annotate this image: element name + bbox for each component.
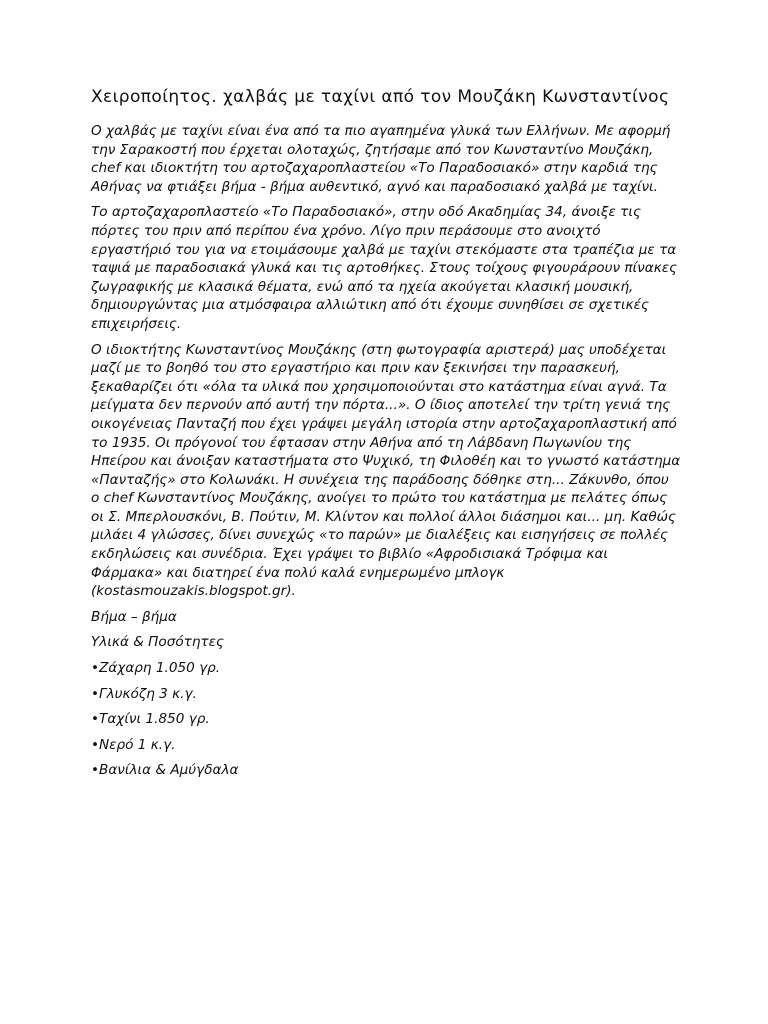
ingredient-item: •Ζάχαρη 1.050 γρ.	[91, 660, 221, 677]
document-title: Χειροποίητος. χαλβάς με ταχίνι από τον Μουζάκη Κωνσταντίνος	[91, 87, 670, 107]
ingredient-item: •Ταχίνι 1.850 γρ.	[91, 711, 210, 728]
document-page	[91, 86, 681, 787]
ingredients-heading: Υλικά & Ποσότητες	[91, 634, 224, 651]
ingredient-item: •Νερό 1 κ.γ.	[91, 736, 176, 753]
step-heading: Βήμα – βήμα	[91, 608, 177, 625]
ingredient-item: •Γλυκόζη 3 κ.γ.	[91, 685, 197, 702]
ingredient-item: •Βανίλια & Αμύγδαλα	[91, 762, 239, 779]
intro-paragraph: Ο χαλβάς με ταχίνι είναι ένα από τα πιο αγαπημένα γλυκά των Ελλήνων. Με αφορμή την Σαρακοστή που έρχεται ολοταχώς, ζητήσαμε από τον Κωνσταντίνο Μουζάκη, chef και ιδιοκτήτη του αρτοζαχαροπλαστείου «Το Παραδοσιακό» στην καρδιά της Αθήνας να φτιάξει βήμα - βήμα αυθεντικό, αγνό και παραδοσιακό χαλβά με ταχίνι.	[91, 123, 671, 195]
shop-paragraph: Το αρτοζαχαροπλαστείο «Το Παραδοσιακό», στην οδό Ακαδημίας 34, άνοιξε τις πόρτες του πριν από περίπου ένα χρόνο. Λίγο πριν περάσουμε στο ανοιχτό εργαστήριό του για να ετοιμάσουμε χαλβά με ταχίνι στεκόμαστε στα τραπέζια με τα ταψιά με παραδοσιακά γλυκά και τις αρτοθήκες. Στους τοίχους φιγουράρουν πίνακες ζωγραφικής με κλασικά θέματα, ενώ από τα ηχεία ακούγεται κλασική μουσική, δημιουργώντας μια ατμόσφαιρα αλλιώτικη από ότι έχουμε συνηθίσει σε σχετικές επιχειρήσεις.	[91, 204, 678, 332]
ingredients-list	[91, 659, 681, 780]
owner-paragraph: Ο ιδιοκτήτης Κωνσταντίνος Μουζάκης (στη φωτογραφία αριστερά) μας υποδέχεται μαζί με το βοηθό του στο εργαστήριο και πριν καν ξεκινήσει την παρασκευή, ξεκαθαρίζει ότι «όλα τα υλικά που χρησιμοποιούνται στο κατάστημα είναι αγνά. Τα μείγματα δεν περνούν από αυτή την πόρτα...». Ο ίδιος αποτελεί την τρίτη γενιά της οικογένειας Πανταζή που έχει γράψει μεγάλη ιστορία στην αρτοζαχαροπλαστική από το 1935. Οι πρόγονοί του έφτασαν στην Αθήνα από τη Λάβδανη Πωγωνίου της Ηπείρου και άνοιξαν καταστήματα στο Ψυχικό, τη Φιλοθέη και το γνωστό κατάστημα «Πανταζής» στο Κολωνάκι. Η συνέχεια της παράδοσης δόθηκε στη... Ζάκυνθο, όπου ο chef Κωνσταντίνος Μουζάκης, ανοίγει το πρώτο του κατάστημα με πελάτες όπως οι Σ. Μπερλουσκόνι, Β. Πούτιν, Μ. Κλίντον και πολλοί άλλοι διάσημοι και... μη. Καθώς μιλάει 4 γλώσσες, δίνει συνεχώς «το παρών» με διαλέξεις και εισηγήσεις σε πολλές εκδηλώσεις και συνέδρια. Έχει γράψει το βιβλίο «Αφροδισιακά Τρόφιμα και Φάρμακα» και διατηρεί ένα πολύ καλά ενημερωμένο μπλογκ (kostasmouzakis.blogspot.gr).	[91, 341, 681, 600]
